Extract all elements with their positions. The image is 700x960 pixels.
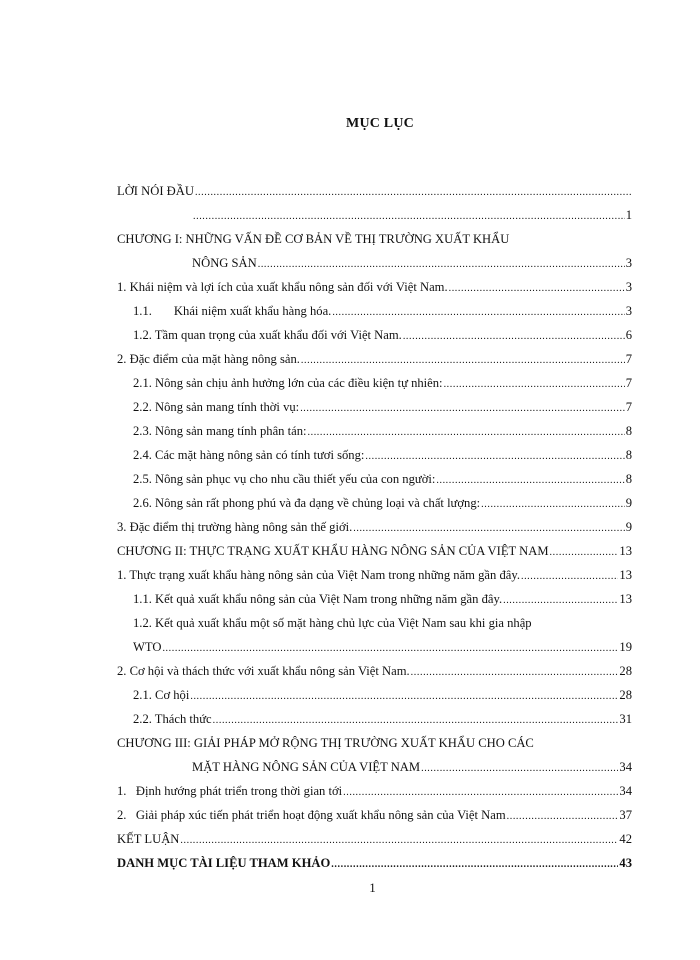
toc-entry-page: 13: [619, 592, 632, 606]
toc-leader: [403, 329, 625, 345]
toc-entry-label: 2. Đặc điểm của mặt hàng nông sản.: [117, 352, 300, 366]
toc-entry-page: 9: [625, 496, 632, 510]
toc-entry-page: 3: [625, 304, 632, 318]
page-title: MỤC LỤC: [346, 116, 414, 131]
toc-entry-label: 1.1. Khái niệm xuất khẩu hàng hóa.: [133, 304, 332, 318]
toc-entry-label: KẾT LUẬN: [117, 832, 180, 846]
toc-entry-label: 2.1. Nông sản chịu ảnh hưởng lớn của các điều kiện tự nhiên:: [133, 376, 443, 390]
toc-entry-label: NÔNG SẢN: [192, 256, 257, 270]
toc-entry-page: 19: [619, 640, 632, 654]
toc-leader: [365, 449, 624, 465]
toc-entry-page: 9: [625, 520, 632, 534]
toc-entry-label: 1.2. Kết quả xuất khẩu một số mặt hàng chủ lực của Việt Nam sau khi gia nhập: [133, 616, 532, 630]
toc-leader: [300, 401, 625, 417]
toc-leader: [180, 833, 618, 849]
toc-entry: [117, 807, 632, 825]
toc-entry: [133, 591, 632, 609]
toc-entry: [117, 831, 632, 849]
toc-entry: [117, 663, 632, 681]
toc-entry-page: 43: [619, 856, 632, 870]
toc-entry: [117, 279, 632, 297]
toc-entry: [117, 519, 632, 537]
toc-entry-label: 2.3. Nông sản mang tính phân tán:: [133, 424, 307, 438]
toc-entry-label: 2.5. Nông sản phục vụ cho nhu cầu thiết yếu của con người:: [133, 472, 436, 486]
toc-entry-page: 28: [619, 664, 632, 678]
toc-entry: [133, 327, 632, 345]
toc-entry-page: 8: [625, 424, 632, 438]
toc-leader: [195, 185, 631, 201]
toc-leader: [332, 305, 624, 321]
toc-entry-label: 2.2. Nông sản mang tính thời vụ:: [133, 400, 300, 414]
toc-entry: [133, 399, 632, 417]
toc-entry-label: 2.1. Cơ hội: [133, 688, 190, 702]
toc-entry-page: 3: [625, 280, 632, 294]
toc-entry-label: 2. Giải pháp xúc tiến phát triển hoạt động xuất khẩu nông sản của Việt Nam: [117, 808, 506, 822]
toc-entry-label: 1.2. Tầm quan trọng của xuất khẩu đối với Việt Nam.: [133, 328, 402, 342]
toc-entry-label: 1. Thực trạng xuất khẩu hàng nông sản của Việt Nam trong những năm gần đây.: [117, 568, 520, 582]
toc-entry: [133, 447, 632, 465]
toc-leader: [503, 593, 618, 609]
toc-leader: [411, 665, 619, 681]
toc-entry-label: 2.2. Thách thức: [133, 712, 212, 726]
toc-entry: [133, 711, 632, 729]
toc-entry-label: 2. Cơ hội và thách thức với xuất khẩu nông sản Việt Nam.: [117, 664, 410, 678]
toc-leader: [331, 857, 618, 873]
toc-entry-page: 34: [619, 760, 632, 774]
toc-leader: [343, 785, 618, 801]
toc-entry: [117, 351, 632, 369]
toc-entry-label: CHƯƠNG III: GIẢI PHÁP MỞ RỘNG THỊ TRƯỜNG XUẤT KHẨU CHO CÁC: [117, 736, 534, 750]
toc-leader: [449, 281, 625, 297]
page-number: 1: [369, 880, 376, 895]
toc-entry-label: 3. Đặc điểm thị trường hàng nông sản thế giới.: [117, 520, 353, 534]
toc-entry: [117, 567, 632, 585]
toc-leader: [190, 689, 618, 705]
toc-entry-label: WTO: [133, 640, 162, 654]
toc-leader: [436, 473, 624, 489]
toc-entry: [133, 687, 632, 705]
toc-leader: [444, 377, 625, 393]
toc-entry-page: 8: [625, 472, 632, 486]
toc-leader: [521, 569, 618, 585]
toc-leader: [258, 257, 625, 273]
toc-leader: [213, 713, 619, 729]
toc-entry: [133, 639, 632, 657]
toc-entry-label: CHƯƠNG II: THỰC TRẠNG XUẤT KHẨU HÀNG NÔNG SẢN CỦA VIỆT NAM: [117, 544, 549, 558]
toc-entry: [192, 759, 632, 777]
toc-leader: [308, 425, 625, 441]
toc-entry-label: MẶT HÀNG NÔNG SẢN CỦA VIỆT NAM: [192, 760, 421, 774]
toc-leader: [301, 353, 625, 369]
toc-entry-label: 2.4. Các mặt hàng nông sản có tính tươi sống:: [133, 448, 365, 462]
toc-leader: [162, 641, 618, 657]
toc-entry-page: 6: [625, 328, 632, 342]
toc-entry: [117, 855, 632, 873]
toc-entry-page: 31: [619, 712, 632, 726]
toc-entry-label: 1. Khái niệm và lợi ích của xuất khẩu nông sản đối với Việt Nam.: [117, 280, 448, 294]
toc-entry: [192, 255, 632, 273]
toc-leader: [193, 209, 625, 225]
toc-entry-page: 1: [625, 208, 632, 222]
toc-entry-page: 3: [625, 256, 632, 270]
toc-entry: [133, 495, 632, 513]
toc-entry: [133, 423, 632, 441]
toc-leader: [507, 809, 619, 825]
toc-leader: [353, 521, 624, 537]
toc-leader: [481, 497, 625, 513]
toc-entry-page: 13: [619, 544, 632, 558]
toc-entry-label: CHƯƠNG I: NHỮNG VẤN ĐỀ CƠ BẢN VỀ THỊ TRƯỜNG XUẤT KHẨU: [117, 232, 510, 246]
toc-leader: [421, 761, 618, 777]
toc-entry: [117, 183, 632, 201]
toc-entry: [192, 207, 632, 225]
toc-entry-page: 34: [619, 784, 632, 798]
toc-entry-label: 1.1. Kết quả xuất khẩu nông sản của Việt Nam trong những năm gần đây.: [133, 592, 503, 606]
toc-entry-page: 28: [619, 688, 632, 702]
toc-entry-label: LỜI NÓI ĐẦU: [117, 184, 194, 198]
toc-entry: [133, 471, 632, 489]
toc-entry-page: 13: [619, 568, 632, 582]
toc-entry: [117, 783, 632, 801]
toc-entry: [133, 375, 632, 393]
toc-entry: [133, 303, 632, 321]
toc-entry-label: 2.6. Nông sản rất phong phú và đa dạng về chủng loại và chất lượng:: [133, 496, 481, 510]
toc-entry-page: 7: [625, 352, 632, 366]
toc-entry-page: 7: [625, 376, 632, 390]
toc-entry-page: 7: [625, 400, 632, 414]
toc-entry-page: 42: [619, 832, 632, 846]
toc-entry-page: 37: [619, 808, 632, 822]
toc-entry-page: 8: [625, 448, 632, 462]
toc-entry: [117, 543, 632, 561]
toc-entry-label: DANH MỤC TÀI LIỆU THAM KHẢO: [117, 856, 331, 870]
toc-entry-label: 1. Định hướng phát triển trong thời gian tới: [117, 784, 343, 798]
toc-leader: [550, 545, 619, 561]
